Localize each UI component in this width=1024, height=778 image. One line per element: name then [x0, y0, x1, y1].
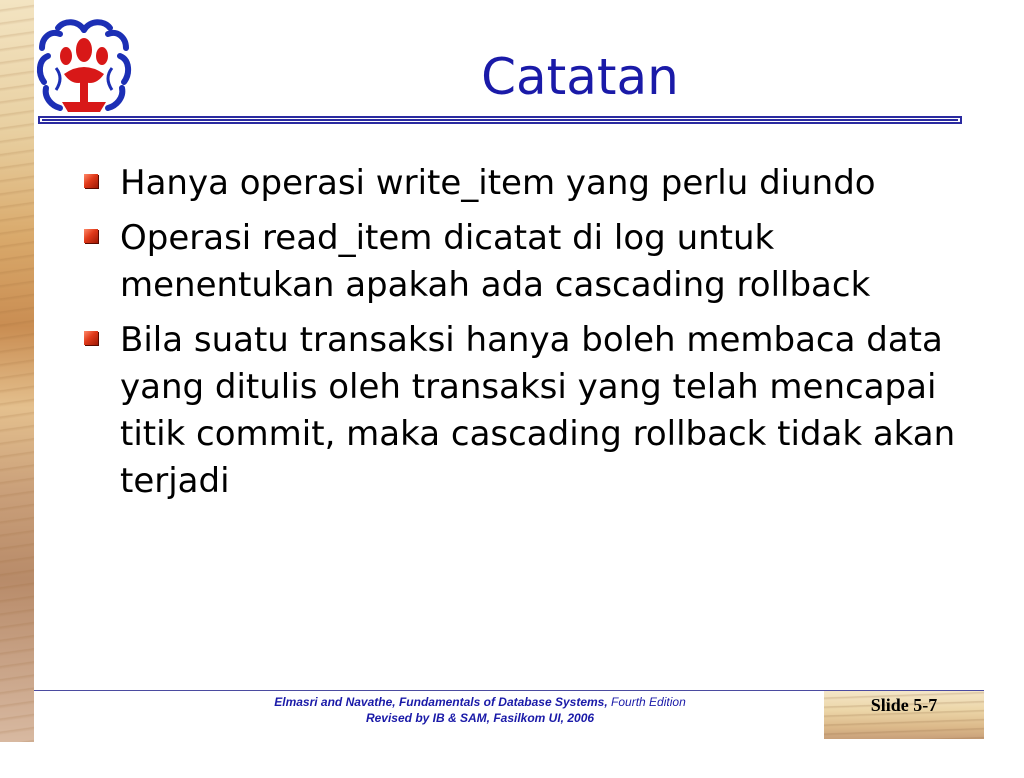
slide-title: Catatan — [481, 48, 679, 106]
footer-line-2: Revised by IB & SAM, Fasilkom UI, 2006 — [365, 711, 595, 725]
title-divider — [38, 116, 962, 124]
bullet-text: Hanya operasi write_item yang perlu diundo — [120, 163, 876, 203]
square-bullet-icon — [84, 229, 98, 243]
university-crest-icon — [34, 16, 134, 120]
slide-number: Slide 5-7 — [870, 695, 938, 715]
square-bullet-icon — [84, 174, 98, 188]
bullet-text: Bila suatu transaksi hanya boleh membaca data yang ditulis oleh transaksi yang telah mencapai titik commit, maka cascading rollback tidak akan terjadi — [120, 320, 956, 501]
bullet-item — [84, 215, 964, 309]
footer-line-1 — [150, 694, 810, 710]
bullet-item — [84, 317, 964, 505]
footer-edition: Fourth Edition — [611, 695, 686, 709]
footer-citation — [150, 694, 810, 726]
slide-number-box — [824, 691, 984, 739]
desert-background-strip — [0, 0, 34, 742]
square-bullet-icon — [84, 331, 98, 345]
bullet-item — [84, 160, 964, 207]
bullet-text: Operasi read_item dicatat di log untuk menentukan apakah ada cascading rollback — [120, 218, 871, 305]
footer-book-title: Elmasri and Navathe, Fundamentals of Database Systems, — [274, 695, 612, 709]
bullet-list — [84, 160, 964, 513]
